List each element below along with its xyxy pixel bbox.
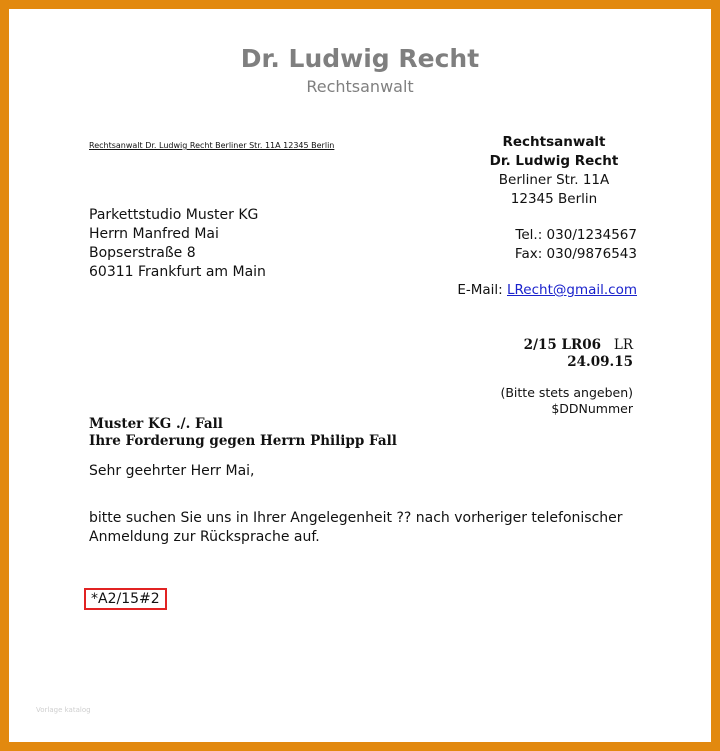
body-line-1: bitte suchen Sie uns in Ihrer Angelegenheit ?? nach vorheriger telefonischer xyxy=(89,510,623,526)
reference-initials: LR xyxy=(613,337,633,353)
recipient-city: 60311 Frankfurt am Main xyxy=(89,264,266,280)
letterhead-profession: Rechtsanwalt xyxy=(306,77,414,96)
sender-fax: Fax: 030/9876543 xyxy=(514,246,637,262)
sender-street: Berliner Str. 11A xyxy=(498,172,610,188)
sender-title: Rechtsanwalt xyxy=(502,134,606,150)
sender-name: Dr. Ludwig Recht xyxy=(489,153,619,169)
salutation: Sehr geehrter Herr Mai, xyxy=(89,463,255,479)
body-line-2: Anmeldung zur Rücksprache auf. xyxy=(89,529,320,545)
sender-tel: Tel.: 030/1234567 xyxy=(515,227,637,243)
letter-page xyxy=(9,9,711,742)
sender-block xyxy=(454,133,654,209)
reference-hint: (Bitte stets angeben) xyxy=(500,385,633,400)
email-link[interactable]: LRecht@gmail.com xyxy=(507,282,637,298)
reference-number: 2/15 LR06 xyxy=(523,337,601,353)
letterhead-name: Dr. Ludwig Recht xyxy=(240,44,480,73)
reference-placeholder: $DDNummer xyxy=(551,401,633,416)
email-label: E-Mail: xyxy=(457,282,507,298)
reference-hint-block xyxy=(500,385,633,417)
watermark: Vorlage katalog xyxy=(36,706,91,714)
subject-line-1: Muster KG ./. Fall xyxy=(89,416,223,432)
recipient-company: Parkettstudio Muster KG xyxy=(89,207,259,223)
sender-contact xyxy=(515,226,637,264)
recipient-address xyxy=(89,206,266,282)
reference-date: 24.09.15 xyxy=(567,354,633,370)
reference-line xyxy=(524,337,633,354)
sender-email-line xyxy=(457,282,637,298)
subject-line-2: Ihre Forderung gegen Herrn Philipp Fall xyxy=(89,433,397,449)
file-code-box: *A2/15#2 xyxy=(84,588,167,610)
letter-body xyxy=(89,509,623,547)
recipient-person: Herrn Manfred Mai xyxy=(89,226,219,242)
sender-city: 12345 Berlin xyxy=(510,191,598,207)
recipient-street: Bopserstraße 8 xyxy=(89,245,196,261)
reference-block xyxy=(524,337,633,371)
subject-block xyxy=(89,416,397,450)
sender-return-line: Rechtsanwalt Dr. Ludwig Recht Berliner Str. 11A 12345 Berlin xyxy=(89,141,335,150)
